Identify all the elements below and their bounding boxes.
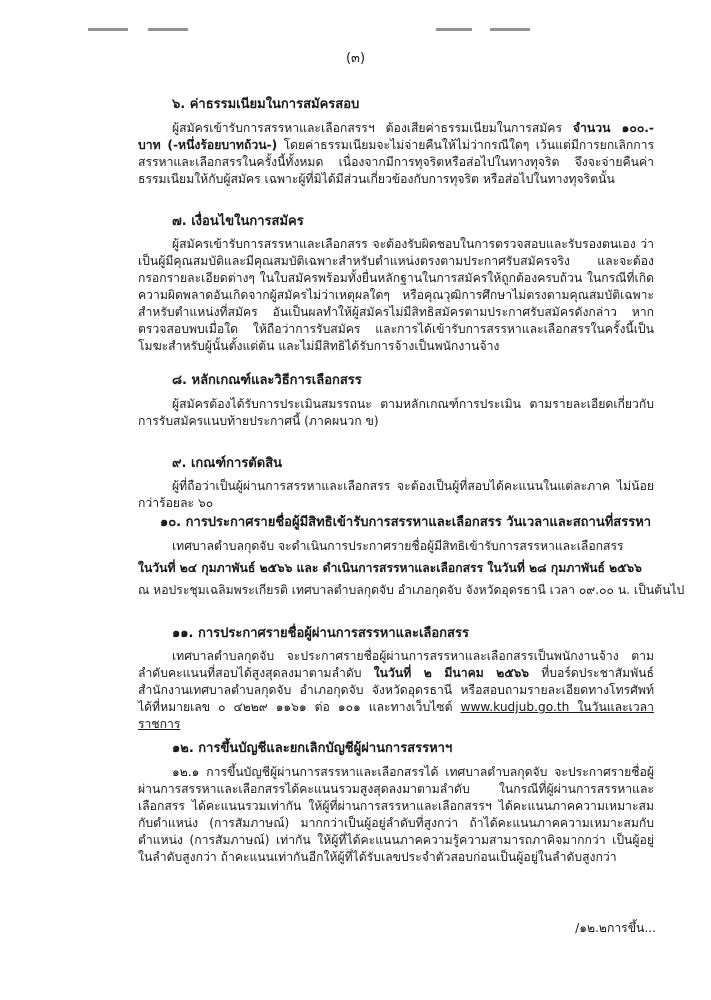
scan-artifact-line [490,28,530,31]
section-7-heading: ๗. เงื่อนไขในการสมัคร [172,214,304,229]
section-10-line-3: ณ หอประชุมเฉลิมพระเกียรติ เทศบาลตำบลกุดจับ อำเภอกุดจับ จังหวัดอุดรธานี เวลา ๐๙.๐๐ น. เป็นต้นไป [138,583,685,597]
section-6-heading: ๖. ค่าธรรมเนียมในการสมัครสอบ [172,97,360,112]
section-12-body [138,764,654,866]
section-10-line-1: เทศบาลตำบลกุดจับ จะดำเนินการประกาศรายชื่อผู้มีสิทธิเข้ารับการสรรหาและเลือกสรร [172,539,624,553]
scan-artifact-line [88,28,128,31]
section-12-text: ๑๒.๑ การขึ้นบัญชีผู้ผ่านการสรรหาและเลือกสรรได้ เทศบาลตำบลกุดจับ จะประกาศรายชื่อผู้ผ่านการสรรหาและเลือกสรรได้คะแนนรวมสูงสุดลงมาตามลำดับ ในกรณีที่ผู้ผ่านการสรรหาและเลือกสรร ได้คะแนนรวมเท่ากัน ให้ผู้ที่ผ่านการสรรหาและเลือกสรรฯ ได้คะแนนภาคความเหมาะสมกับตำแหน่ง (การสัมภาษณ์) มากกว่าเป็นผู้อยู่ลำดับที่สูงกว่า ถ้าได้คะแนนภาคความเหมาะสมกับตำแหน่ง (การสัมภาษณ์) เท่ากัน ให้ผู้ที่ได้คะแนนภาคความรู้ความสามารถภาคิจมากกว่า เป็นผู้อยู่ในลำดับสูงกว่า ถ้าคะแนนเท่ากันอีกให้ผู้ที่ได้รับเลขประจำตัวสอบก่อนเป็นผู้อยู่ในลำดับสูงกว่า [138,765,654,865]
section-6-text-a: ผู้สมัครเข้ารับการสรรหาและเลือกสรรฯ ต้องเสียค่าธรรมเนียมในการสมัคร [172,121,573,135]
section-6-body [138,120,654,188]
section-8-text: ผู้สมัครต้องได้รับการประเมินสมรรถนะ ตามหลักเกณฑ์การประเมิน ตามรายละเอียดเกี่ยวกับการรับสมัครแนบท้ายประกาศนี้ (ภาคผนวก ข) [138,397,654,429]
section-6-fee: จำนวน ๑๐๐.-บาท (-หนึ่งร้อยบาทถ้วน-) [138,121,654,153]
section-10-line-2: ในวันที่ ๒๔ กุมภาพันธ์ ๒๕๖๖ และ ดำเนินการสรรหาและเลือกสรร ในวันที่ ๒๘ กุมภาพันธ์ ๒๕๖๖ [138,561,642,575]
section-7-body [138,236,654,356]
section-8-heading: ๘. หลักเกณฑ์และวิธีการเลือกสรร [172,373,362,388]
scan-artifact-line [148,28,188,31]
page-number: (๓) [345,51,366,66]
section-9-text: ผู้ที่ถือว่าเป็นผู้ผ่านการสรรหาและเลือกสรร จะต้องเป็นผู้ที่สอบได้คะแนนในแต่ละภาค ไม่น้อยกว่าร้อยละ ๖๐ [138,479,654,511]
scan-artifact-line [436,28,472,31]
section-6-text-c: โดยค่าธรรมเนียมจะไม่จ่ายคืนให้ไม่ว่ากรณีใดๆ เว้นแต่มีการยกเลิกการสรรหาและเลือกสรรในครั้งนี้ทั้งหมด เนื่องจากมีการทุจริตหรือส่อไปในทางทุจริต จึงจะจ่ายคืนค่าธรรมเนียมให้กับผู้สมัคร เฉพาะผู้ที่มิได้มีส่วนเกี่ยวข้องกับการทุจริต หรือส่อไปในทางทุจริตนั้น [138,138,654,187]
website-link[interactable]: www.kudjub.go.th ในวันและเวลาราชการ [138,700,654,732]
section-9-body [138,478,654,512]
section-11-heading: ๑๑. การประกาศรายชื่อผู้ผ่านการสรรหาและเลือกสรร [172,626,469,641]
section-11-date: ในวันที่ ๒ มีนาคม ๒๕๖๖ [373,666,530,681]
section-10-heading: ๑๐. การประกาศรายชื่อผู้มีสิทธิเข้ารับการสรรหาและเลือกสรร วันเวลาและสถานที่สรรหา [160,515,652,530]
continuation-note: /๑๒.๒การขึ้น... [575,921,656,935]
section-9-heading: ๙. เกณฑ์การตัดสิน [172,456,283,471]
section-11-text-a: เทศบาลตำบลกุดจับ จะประกาศรายชื่อผู้ผ่านการสรรหาและเลือกสรรเป็นพนักงานจ้าง ตามลำดับคะแนนที่สอบได้สูงสุดลงมาตามลำดับ [138,649,654,681]
section-7-text: ผู้สมัครเข้ารับการสรรหาและเลือกสรร จะต้องรับผิดชอบในการตรวจสอบและรับรองตนเอง ว่าเป็นผู้มีคุณสมบัติและมีคุณสมบัติเฉพาะสำหรับตำแหน่งตรงตามประกาศรับสมัครจริง และจะต้องกรอกรายละเอียดต่างๆ ในใบสมัครพร้อมทั้งยื่นหลักฐานในการสมัครให้ถูกต้องครบถ้วน ในกรณีที่เกิดความผิดพลาดอันเกิดจากผู้สมัครไม่ว่าเหตุผลใดๆ หรือคุณวุฒิการศึกษาไม่ตรงตามคุณสมบัติเฉพาะสำหรับตำแหน่งที่สมัคร อันเป็นผลทำให้ผู้สมัครไม่มีสิทธิสมัครตามประกาศรับสมัครดังกล่าว หากตรวจสอบพบเมื่อใด ให้ถือว่าการรับสมัคร และการได้เข้ารับการสรรหาและเลือกสรรในครั้งนี้เป็นโมฆะสำหรับผู้นั้นตั้งแต่ต้น และไม่มีสิทธิได้รับการจ้างเป็นพนักงานจ้าง [138,237,654,354]
section-11-body [138,648,654,733]
section-8-body [138,396,654,430]
section-12-heading: ๑๒. การขึ้นบัญชีและยกเลิกบัญชีผู้ผ่านการสรรหาฯ [172,741,453,756]
section-11-text-c: ที่บอร์ดประชาสัมพันธ์ สำนักงานเทศบาลตำบลกุดจับ อำเภอกุดจับ จังหวัดอุดรธานี หรือสอบถามรายละเอียดทางโทรศัพท์ได้ที่หมายเลข ๐ ๔๒๒๙ ๑๑๖๑ ต่อ ๑๐๑ และทางเว็บไซต์ [138,666,654,715]
